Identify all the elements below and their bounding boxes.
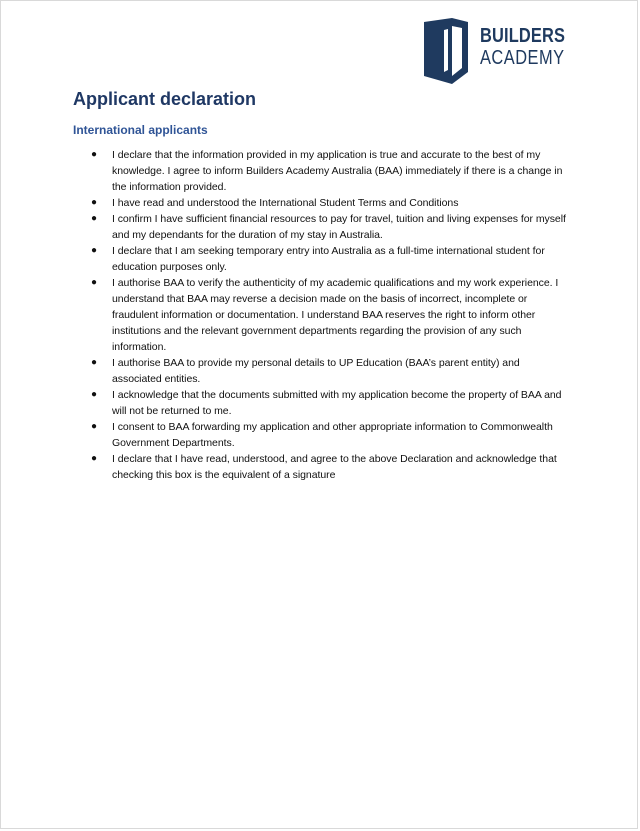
logo-line-academy: ACADEMY <box>480 47 565 69</box>
bullet-icon: ● <box>91 197 97 208</box>
declaration-item <box>88 211 568 243</box>
bullet-icon: ● <box>91 277 97 288</box>
declaration-list <box>88 147 568 483</box>
declaration-text: I declare that I have read, understood, and agree to the above Declaration and acknowledge that checking this box is the equivalent of a signature <box>112 453 557 481</box>
declaration-item <box>88 451 568 483</box>
page-title: Applicant declaration <box>73 89 257 109</box>
bullet-icon: ● <box>91 149 97 160</box>
builders-academy-logo <box>422 18 584 84</box>
declaration-item <box>88 387 568 419</box>
declaration-text: I declare that the information provided in my application is true and accurate to the best of my knowledge. I agree to inform Builders Academy Australia (BAA) immediately if there is a change in the information provided. <box>112 149 563 193</box>
bullet-icon: ● <box>91 245 97 256</box>
bullet-icon: ● <box>91 389 97 400</box>
declaration-item <box>88 195 568 211</box>
declaration-item <box>88 355 568 387</box>
declaration-item <box>88 147 568 195</box>
bullet-icon: ● <box>91 357 97 368</box>
declaration-item <box>88 243 568 275</box>
declaration-text: I confirm I have sufficient financial resources to pay for travel, tuition and living expenses for myself and my dependants for the duration of my stay in Australia. <box>112 213 566 241</box>
section-subtitle: International applicants <box>73 123 208 137</box>
declaration-text: I authorise BAA to verify the authenticity of my academic qualifications and my work experience. I understand that BAA may reverse a decision made on the basis of incorrect, incomplete or fraudulent information or documentation. I understand BAA reserves the right to inform other institutions and the relevant government departments regarding the provision of any such information. <box>112 277 559 353</box>
declaration-text: I authorise BAA to provide my personal details to UP Education (BAA’s parent entity) and associated entities. <box>112 357 520 385</box>
bullet-icon: ● <box>91 453 97 464</box>
shield-logo-icon <box>422 18 470 84</box>
declaration-text: I consent to BAA forwarding my application and other appropriate information to Commonwealth Government Departments. <box>112 421 553 449</box>
logo-line-builders: BUILDERS <box>480 25 566 47</box>
declaration-text: I declare that I am seeking temporary entry into Australia as a full-time international student for education purposes only. <box>112 245 545 273</box>
declaration-text: I have read and understood the International Student Terms and Conditions <box>112 197 459 209</box>
declaration-item <box>88 275 568 355</box>
declaration-text: I acknowledge that the documents submitted with my application become the property of BAA and will not be returned to me. <box>112 389 562 417</box>
declaration-item <box>88 419 568 451</box>
bullet-icon: ● <box>91 213 97 224</box>
bullet-icon: ● <box>91 421 97 432</box>
logo-wordmark <box>480 26 584 68</box>
